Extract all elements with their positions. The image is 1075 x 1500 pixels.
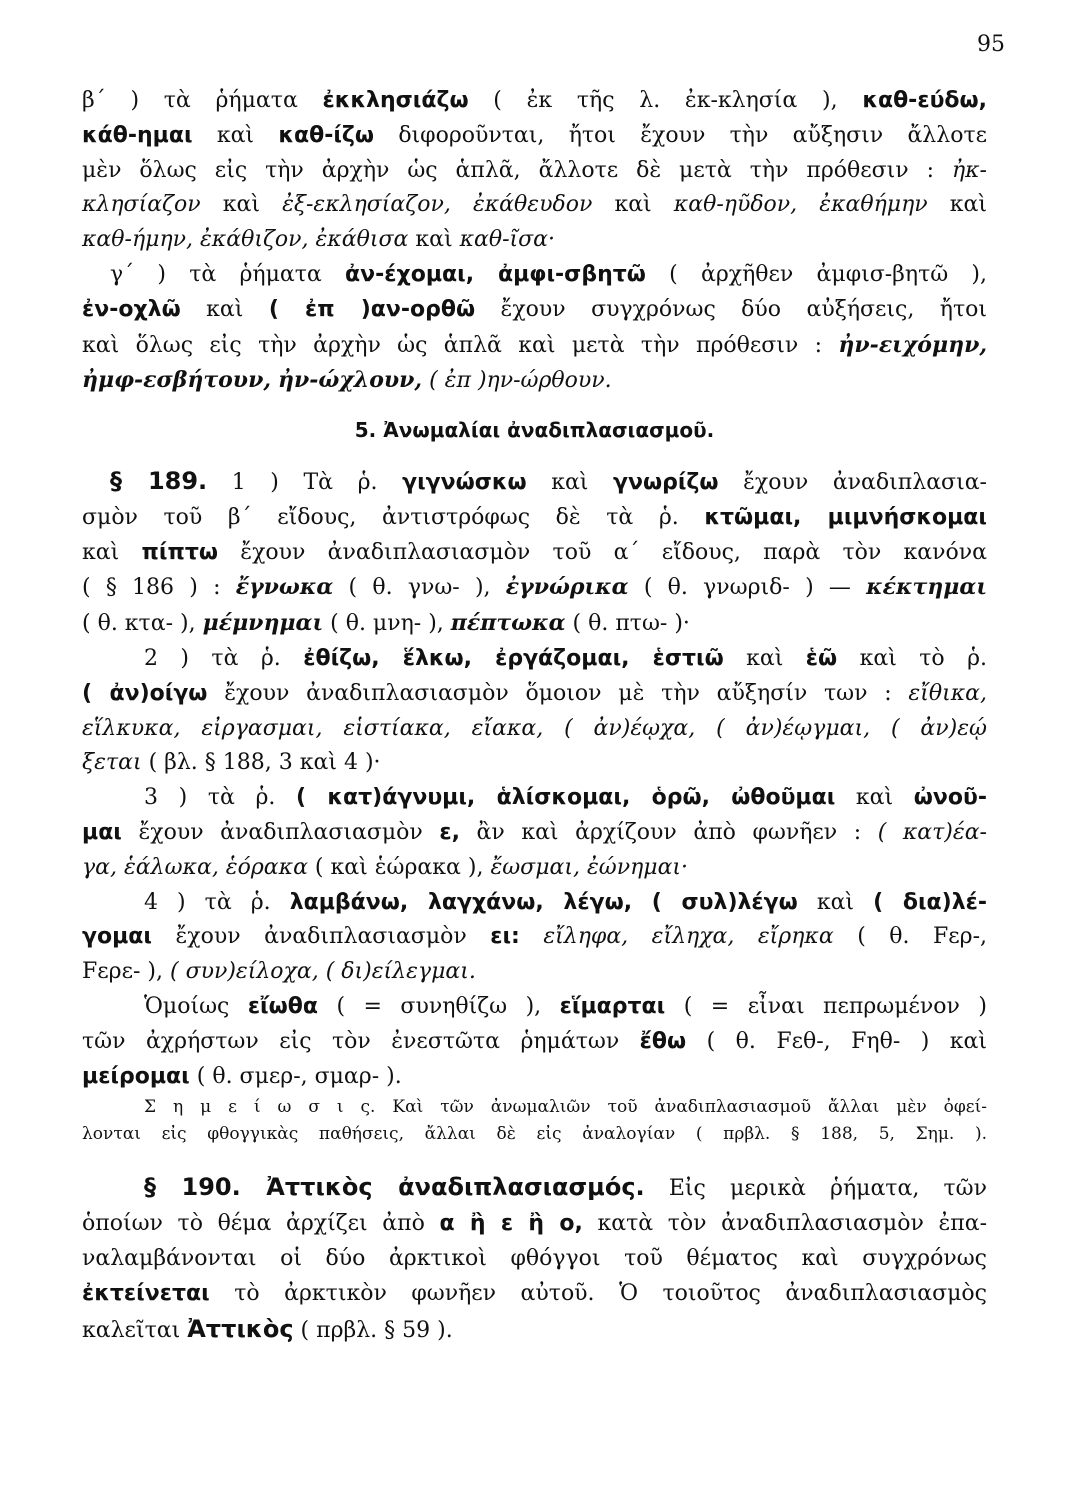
- section-heading: 5. Ἀνωμαλίαι ἀναδιπλασιασμοῦ.: [354, 418, 715, 443]
- text-line: 4 ) τὰ ῥ. λαμβάνω, λαγχάνω, λέγω, ( συλ)λέγω καὶ ( δια)λέ-: [144, 889, 988, 915]
- section-189: [82, 464, 987, 1094]
- text-line: 3 ) τὰ ῥ. ( κατ)άγνυμι, ἁλίσκομαι, ὁρῶ, ὠθοῦμαι καὶ ὠνοῦ-: [144, 785, 988, 811]
- text-line: ναλαμβάνονται οἱ δύο ἀρκτικοὶ φθόγγοι τοῦ θέματος καὶ συγχρόνως: [82, 1245, 987, 1271]
- note-paragraph: [82, 1094, 987, 1148]
- text-line: μείρομαι ( θ. σμερ-, σμαρ- ).: [82, 1063, 402, 1089]
- text-line: ( ἀν)οίγω ἔχουν ἀναδιπλασιασμὸν ὅμοιον μὲ τὴν αὔξησίν των : εἴθικα,: [82, 680, 987, 706]
- section-190: [82, 1170, 987, 1348]
- page-number: 95: [977, 32, 1005, 57]
- text-line: Fερε- ), ( συν)είλοχα, ( δι)είλεγμαι.: [82, 959, 476, 985]
- text-line: μὲν ὅλως εἰς τὴν ἀρχὴν ὡς ἁπλᾶ, ἄλλοτε δὲ μετὰ τὴν πρόθεσιν : ἠκ-: [82, 157, 987, 183]
- text-line: κλησίαζον καὶ ἐξ-εκλησίαζον, ἐκάθευδον καὶ καθ-ηῦδον, ἐκαθήμην καὶ: [82, 192, 988, 218]
- text-line: λονται εἰς φθογγικὰς παθήσεις, ἄλλαι δὲ εἰς ἀναλογίαν ( πρβλ. § 188, 5, Σημ. ).: [82, 1124, 987, 1145]
- text-line: γα, ἑάλωκα, ἑόρακα ( καὶ ἑώρακα ), ἔωσμαι, ἐώνημαι·: [82, 854, 689, 880]
- text-line: β΄ ) τὰ ῥήματα ἐκκλησιάζω ( ἐκ τῆς λ. ἐκ-κλησία ), καθ-εύδω,: [82, 88, 988, 113]
- text-line: Ὁμοίως εἴωθα ( = συνηθίζω ), εἵμαρται ( = εἶναι πεπρωμένον ): [144, 993, 987, 1019]
- text-line: ξεται ( βλ. § 188, 3 καὶ 4 )·: [82, 750, 381, 776]
- text-line: ( § 186 ) : ἔγνωκα ( θ. γνω- ), ἐγνώρικα ( θ. γνωριδ- ) — κέκτημαι: [82, 574, 987, 601]
- text-line: γομαι ἔχουν ἀναδιπλασιασμὸν ει: εἴληφα, εἴληχα, εἴρηκα ( θ. Fερ-,: [82, 924, 988, 950]
- text-line: σμὸν τοῦ β΄ εἴδους, ἀντιστρόφως δὲ τὰ ῥ. κτῶμαι, μιμνήσκομαι: [82, 504, 987, 530]
- text-line: γ΄ ) τὰ ῥήματα ἀν-έχομαι, ἀμφι-σβητῶ ( ἀρχῆθεν ἀμφισ-βητῶ ),: [110, 261, 988, 287]
- text-line: ἐν-οχλῶ καὶ ( ἐπ )αν-ορθῶ ἔχουν συγχρόνως δύο αὐξήσεις, ἤτοι: [82, 296, 988, 322]
- text-line: 2 ) τὰ ῥ. ἐθίζω, ἕλκω, ἐργάζομαι, ἑστιῶ καὶ ἑῶ καὶ τὸ ῥ.: [144, 645, 988, 671]
- paragraph-beta: [82, 84, 987, 258]
- paragraph-gamma: [82, 258, 987, 399]
- text-line: καλεῖται Ἀττικὸς ( πρβλ. § 59 ).: [82, 1314, 453, 1343]
- text-line: ( θ. κτα- ), μέμνημαι ( θ. μνη- ), πέπτωκα ( θ. πτω- )·: [82, 610, 690, 637]
- text-line: μαι ἔχουν ἀναδιπλασιασμὸν ε, ἂν καὶ ἀρχίζουν ἀπὸ φωνῆεν : ( κατ)έα-: [82, 819, 987, 845]
- text-line: καὶ πίπτω ἔχουν ἀναδιπλασιασμὸν τοῦ α΄ εἴδους, παρὰ τὸν κανόνα: [82, 539, 987, 565]
- text-line: ὁποίων τὸ θέμα ἀρχίζει ἀπὸ α ἢ ε ἢ ο, κατὰ τὸν ἀναδιπλασιασμὸν ἐπα-: [82, 1211, 988, 1237]
- text-line: ἠμφ-εσβήτουν, ἠν-ώχλουν, ( ἐπ )ην-ώρθουν.: [82, 367, 612, 394]
- text-line: ἐκτείνεται τὸ ἀρκτικὸν φωνῆεν αὐτοῦ. Ὁ τοιοῦτος ἀναδιπλασιασμὸς: [82, 1280, 987, 1306]
- text-line: καὶ ὅλως εἰς τὴν ἀρχὴν ὡς ἁπλᾶ καὶ μετὰ τὴν πρόθεσιν : ἠν-ειχόμην,: [82, 331, 987, 358]
- text-line: Σ η μ ε ί ω σ ι ς. Καὶ τῶν ἀνωμαλιῶν τοῦ ἀναδιπλασιασμοῦ ἄλλαι μὲν ὀφεί-: [144, 1097, 988, 1118]
- text-line: εἵλκυκα, εἰργασμαι, εἱστίακα, εἴακα, ( ἀν)έῳχα, ( ἀν)έῳγμαι, ( ἀν)εῴ: [82, 715, 987, 741]
- text-line: κάθ-ημαι καὶ καθ-ίζω διφοροῦνται, ἤτοι ἔχουν τὴν αὔξησιν ἄλλοτε: [82, 122, 988, 148]
- text-line: καθ-ήμην, ἐκάθιζον, ἐκάθισα καὶ καθ-ῖσα·: [82, 227, 556, 253]
- text-line: τῶν ἀχρήστων εἰς τὸν ἐνεστῶτα ῥημάτων ἔθω ( θ. Fεθ-, Fηθ- ) καὶ: [82, 1028, 987, 1054]
- text-line: § 190. Ἀττικὸς ἀναδιπλασιασμός. Εἰς μερικὰ ῥήματα, τῶν: [144, 1173, 987, 1202]
- text-line: § 189. 1 ) Τὰ ῥ. γιγνώσκω καὶ γνωρίζω ἔχουν ἀναδιπλασια-: [110, 466, 987, 495]
- page-body: [82, 84, 987, 1348]
